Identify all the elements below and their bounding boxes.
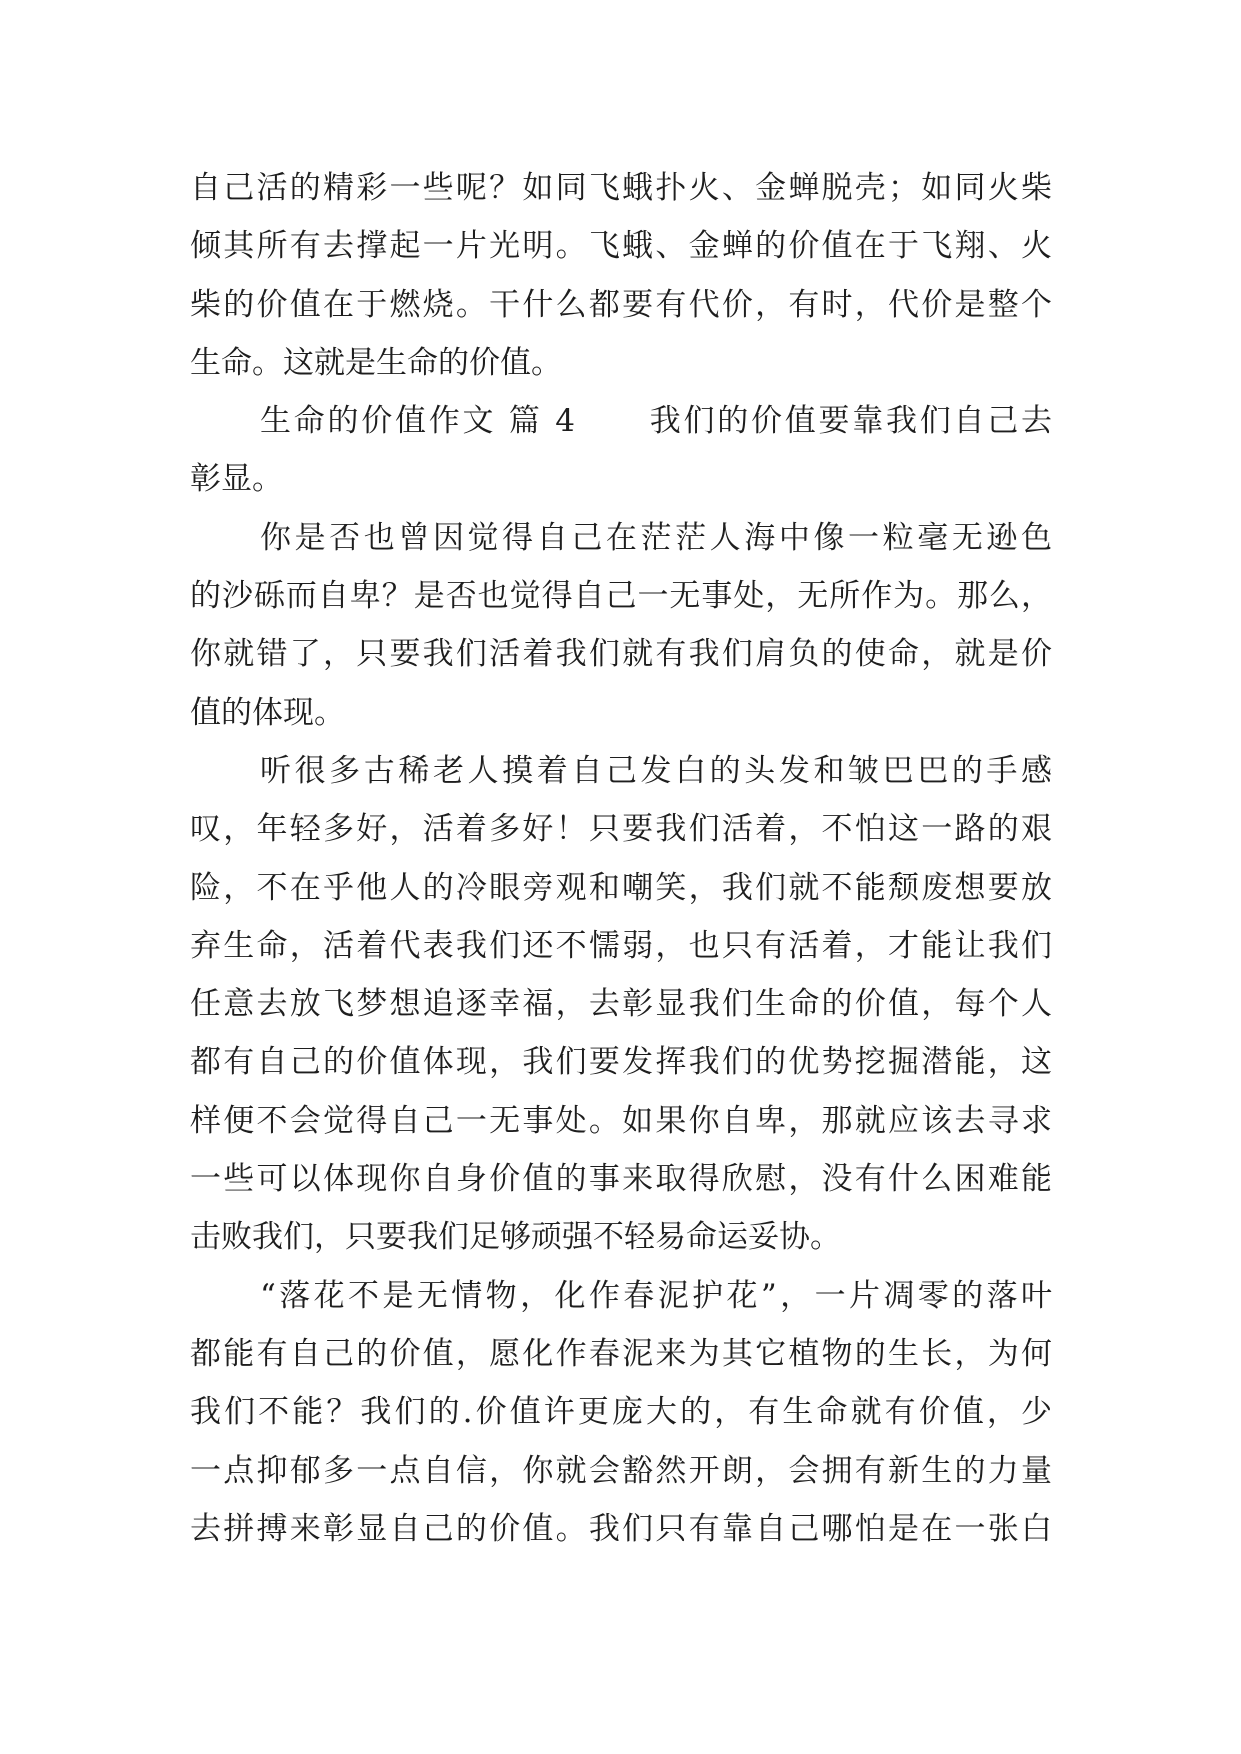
text-line: 生命。这就是生命的价值。: [190, 344, 562, 381]
section-heading-line: [190, 392, 1052, 450]
text-line: 我们不能？我们的.价值许更庞大的，有生命就有价值，少: [190, 1394, 1052, 1431]
text-line: 你是否也曾因觉得自己在茫茫人海中像一粒毫无逊色: [260, 519, 1052, 556]
text-line: 值的体现。: [190, 694, 345, 731]
text-line: 一点抑郁多一点自信，你就会豁然开朗，会拥有新生的力量: [190, 1452, 1052, 1489]
text-line: 一些可以体现你自身价值的事来取得欣慰，没有什么困难能: [190, 1161, 1052, 1198]
document-body: [190, 159, 1052, 1558]
text-line: 任意去放飞梦想追逐幸福，去彰显我们生命的价值，每个人: [190, 986, 1052, 1023]
section-heading: 生命的价值作文 篇 4: [260, 403, 575, 440]
text-line: 你就错了，只要我们活着我们就有我们肩负的使命，就是价: [190, 636, 1052, 673]
text-line: “落花不是无情物，化作春泥护花”，一片凋零的落叶: [260, 1277, 1052, 1314]
text-line: 柴的价值在于燃烧。干什么都要有代价，有时，代价是整个: [190, 286, 1052, 323]
text-line: 险，不在乎他人的冷眼旁观和嘲笑，我们就不能颓废想要放: [190, 869, 1052, 906]
text-line: 都能有自己的价值，愿化作春泥来为其它植物的生长，为何: [190, 1335, 1052, 1372]
text-line: 自己活的精彩一些呢？如同飞蛾扑火、金蝉脱壳；如同火柴: [190, 170, 1052, 206]
text-line: 击败我们，只要我们足够顽强不轻易命运妥协。: [190, 1219, 841, 1256]
text-line: 的沙砾而自卑？是否也觉得自己一无事处，无所作为。那么，: [190, 578, 1052, 615]
text-line: 都有自己的价值体现，我们要发挥我们的优势挖掘潜能，这: [190, 1044, 1052, 1081]
text-line: 样便不会觉得自己一无事处。如果你自卑，那就应该去寻求: [190, 1102, 1052, 1139]
text-line: 听很多古稀老人摸着自己发白的头发和皱巴巴的手感: [260, 752, 1052, 789]
text-line: 倾其所有去撑起一片光明。飞蛾、金蝉的价值在于飞翔、火: [190, 228, 1052, 265]
text-line: 去拼搏来彰显自己的价值。我们只有靠自己哪怕是在一张白: [190, 1510, 1052, 1547]
text-line: 叹，年轻多好，活着多好！只要我们活着，不怕这一路的艰: [190, 811, 1052, 848]
text-line: 彰显。: [190, 461, 283, 498]
section-lead-text: 我们的价值要靠我们自己去: [646, 403, 1053, 440]
text-line: 弃生命，活着代表我们还不懦弱，也只有活着，才能让我们: [190, 927, 1052, 964]
